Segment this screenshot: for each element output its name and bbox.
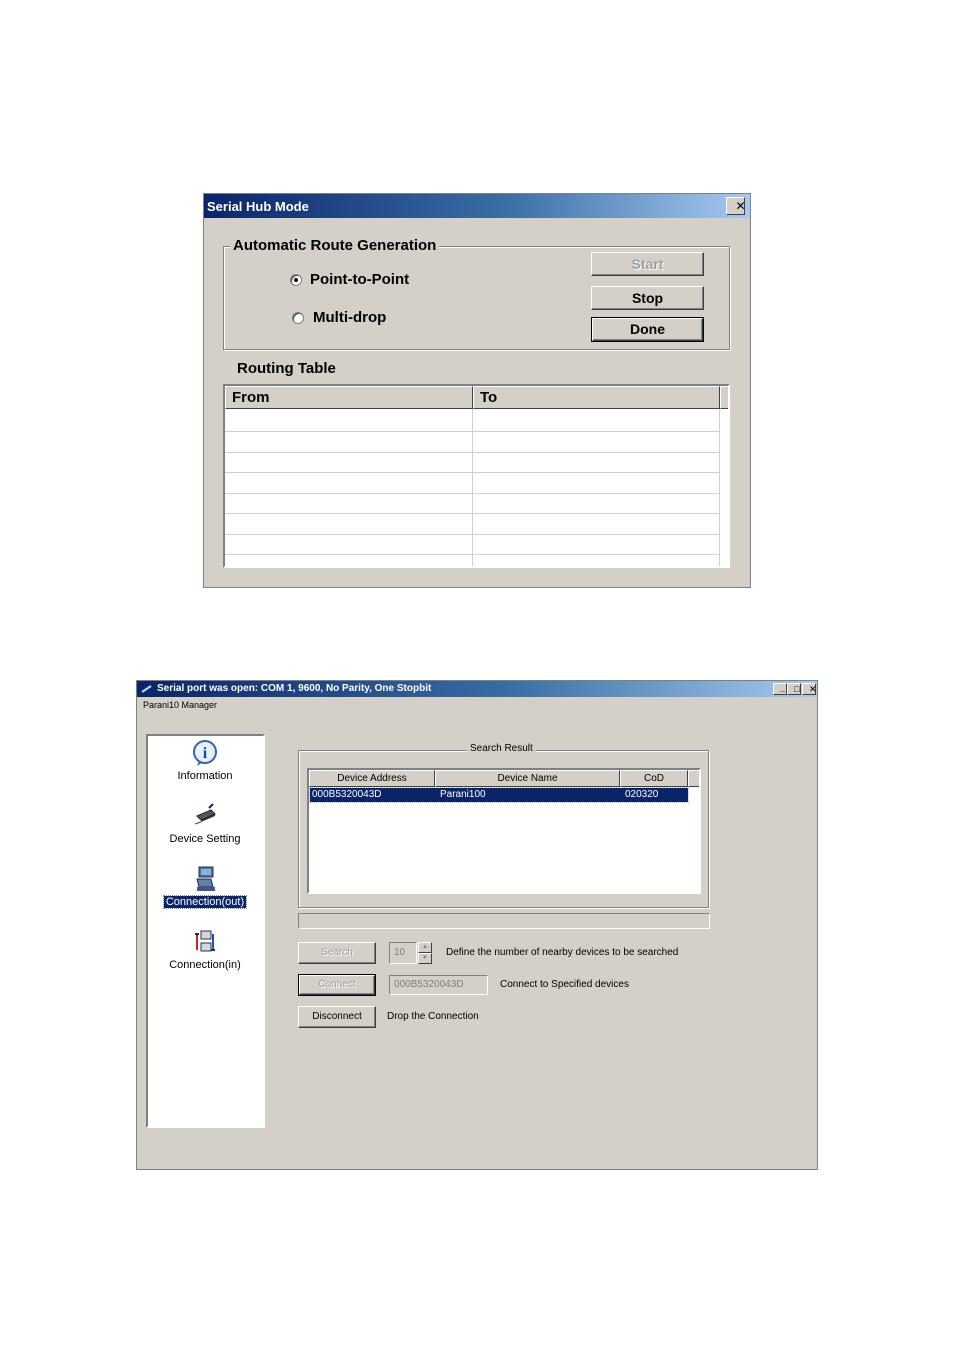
dialog-title: Serial Hub Mode: [207, 199, 309, 214]
row-divider: [225, 513, 720, 514]
title-bar[interactable]: [137, 681, 817, 697]
done-button[interactable]: Done: [592, 318, 703, 341]
app-icon: [141, 684, 153, 694]
connect-button[interactable]: Connect: [299, 975, 375, 995]
column-header-device-name[interactable]: Device Name: [435, 770, 620, 787]
connect-address-input[interactable]: 000B5320043D: [389, 975, 488, 995]
column-header-filler: [720, 386, 730, 409]
routing-table[interactable]: [223, 384, 730, 568]
search-button[interactable]: Search: [298, 942, 376, 964]
row-divider: [225, 431, 720, 432]
device-icon: [191, 802, 219, 830]
device-address-cell: 000B5320043D: [312, 789, 382, 800]
multi-drop-radio[interactable]: [292, 312, 304, 324]
column-header-device-address[interactable]: Device Address: [309, 770, 435, 787]
search-count-input[interactable]: 10: [389, 942, 417, 964]
row-divider: [225, 493, 720, 494]
search-result-title: Search Result: [467, 743, 536, 754]
close-button[interactable]: [726, 197, 745, 215]
search-progress-bar: [298, 913, 710, 929]
info-icon: [191, 739, 219, 767]
serial-hub-dialog: [203, 193, 751, 588]
multi-drop-label[interactable]: Multi-drop: [313, 309, 387, 326]
nav-panel: [146, 734, 265, 1128]
stop-button[interactable]: Stop: [591, 286, 704, 310]
cod-cell: 020320: [625, 789, 659, 800]
row-divider: [225, 534, 720, 535]
connect-description: Connect to Specified devices: [500, 979, 629, 990]
column-header-filler: [688, 770, 701, 787]
search-result-list[interactable]: [307, 768, 701, 894]
column-header-cod[interactable]: CoD: [620, 770, 688, 787]
point-to-point-radio[interactable]: [290, 274, 302, 286]
column-divider: [719, 409, 720, 568]
column-divider: [472, 409, 473, 568]
routing-table-label: Routing Table: [237, 360, 336, 377]
nav-connection-in[interactable]: Connection(in): [148, 928, 262, 971]
group-title: Automatic Route Generation: [230, 237, 439, 254]
nav-device-setting[interactable]: Device Setting: [148, 802, 262, 845]
row-divider: [225, 554, 720, 555]
svg-text:i: i: [202, 745, 208, 762]
table-row[interactable]: [310, 788, 688, 802]
nav-information[interactable]: i Information: [148, 739, 262, 782]
search-description: Define the number of nearby devices to be searched: [446, 947, 679, 958]
minimize-button[interactable]: [773, 683, 787, 695]
maximize-icon: □: [794, 684, 800, 694]
minimize-icon: _: [780, 683, 786, 693]
nav-connection-out[interactable]: Connection(out): [148, 865, 262, 908]
disconnect-button[interactable]: Disconnect: [298, 1006, 376, 1028]
connection-in-icon: [191, 928, 219, 956]
device-name-cell: Parani100: [440, 789, 486, 800]
connection-out-icon: [191, 865, 219, 893]
search-count-spinner[interactable]: [418, 942, 432, 964]
spin-up-icon[interactable]: ▲: [418, 942, 432, 953]
disconnect-description: Drop the Connection: [387, 1011, 479, 1022]
point-to-point-label[interactable]: Point-to-Point: [310, 271, 410, 288]
manager-window: [136, 680, 818, 1170]
window-title: Serial port was open: COM 1, 9600, No Parity, One Stopbit: [157, 683, 432, 694]
start-button[interactable]: Start: [591, 252, 704, 276]
title-bar[interactable]: [204, 194, 750, 218]
row-divider: [225, 452, 720, 453]
maximize-button[interactable]: [787, 683, 801, 695]
close-button[interactable]: [802, 683, 816, 695]
column-header-from[interactable]: From: [225, 386, 473, 409]
column-header-to[interactable]: To: [473, 386, 720, 409]
spin-down-icon[interactable]: ▼: [418, 953, 432, 964]
row-divider: [225, 472, 720, 473]
close-icon: ✕: [809, 684, 817, 694]
app-subtitle: Parani10 Manager: [143, 700, 218, 710]
close-icon: ✕: [735, 199, 746, 213]
